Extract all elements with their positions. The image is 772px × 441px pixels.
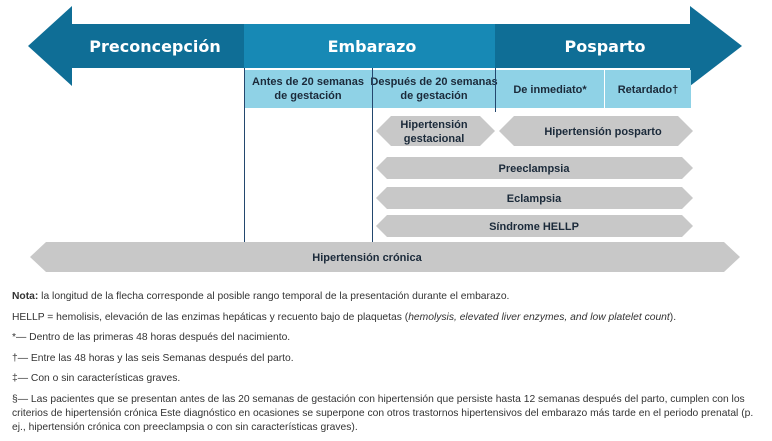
chronic-label: Hipertensión crónica: [312, 252, 422, 264]
before-20-line1: Antes de 20 semanas: [252, 76, 364, 88]
after-20-line2: de gestación: [400, 90, 468, 102]
hellp-label: Síndrome HELLP: [489, 221, 579, 233]
eclampsia-label: Eclampsia: [506, 193, 562, 205]
note-label: Nota:: [12, 291, 39, 302]
gestational-line1: Hipertensión: [400, 119, 468, 131]
notes-section: [12, 290, 764, 441]
preconception-label: Preconcepción: [89, 37, 221, 56]
preeclampsia-label: Preeclampsia: [498, 163, 570, 175]
footnote-star: *— Dentro de las primeras 48 horas después del nacimiento.: [12, 332, 291, 343]
postpartum-htn-label: Hipertensión posparto: [544, 126, 662, 138]
note-text: la longitud de la flecha corresponde al posible rango temporal de la presentación durante el embarazo.: [38, 291, 510, 302]
note-hellp: [12, 311, 764, 325]
hellp-close: ).: [669, 311, 677, 323]
pregnancy-label: Embarazo: [327, 37, 417, 56]
before-20-line2: de gestación: [274, 90, 342, 102]
footnote-section: §— Las pacientes que se presentan antes de las 20 semanas de gestación con hipertensión que persiste hasta 12 semanas después del parto, cumplen con los criterios de hipertensión crónica Este diagnóstico en ocasiones se superpone con otros trastornos hipertensivos del embarazo más tarde en el periodo prenatal (p. ej., hipertensión crónica con preeclampsia o con sin características graves).: [12, 393, 754, 433]
hellp-text: HELLP = hemolisis, elevación de las enzimas hepáticas y recuento bajo de plaquetas (: [12, 311, 409, 323]
immediate-label: De inmediato*: [513, 84, 587, 96]
delayed-label: Retardado†: [617, 84, 679, 96]
footnote-double-dagger: ‡— Con o sin características graves.: [12, 373, 181, 384]
footnote-dagger: †— Entre las 48 horas y las seis Semanas después del parto.: [12, 352, 294, 364]
postpartum-label: Posparto: [564, 37, 646, 56]
hellp-italic: hemolysis, elevated liver enzymes, and low platelet count: [408, 311, 670, 323]
note-arrow-length: [12, 290, 764, 304]
gestational-line2: gestacional: [403, 133, 465, 145]
after-20-line1: Después de 20 semanas: [370, 76, 498, 88]
